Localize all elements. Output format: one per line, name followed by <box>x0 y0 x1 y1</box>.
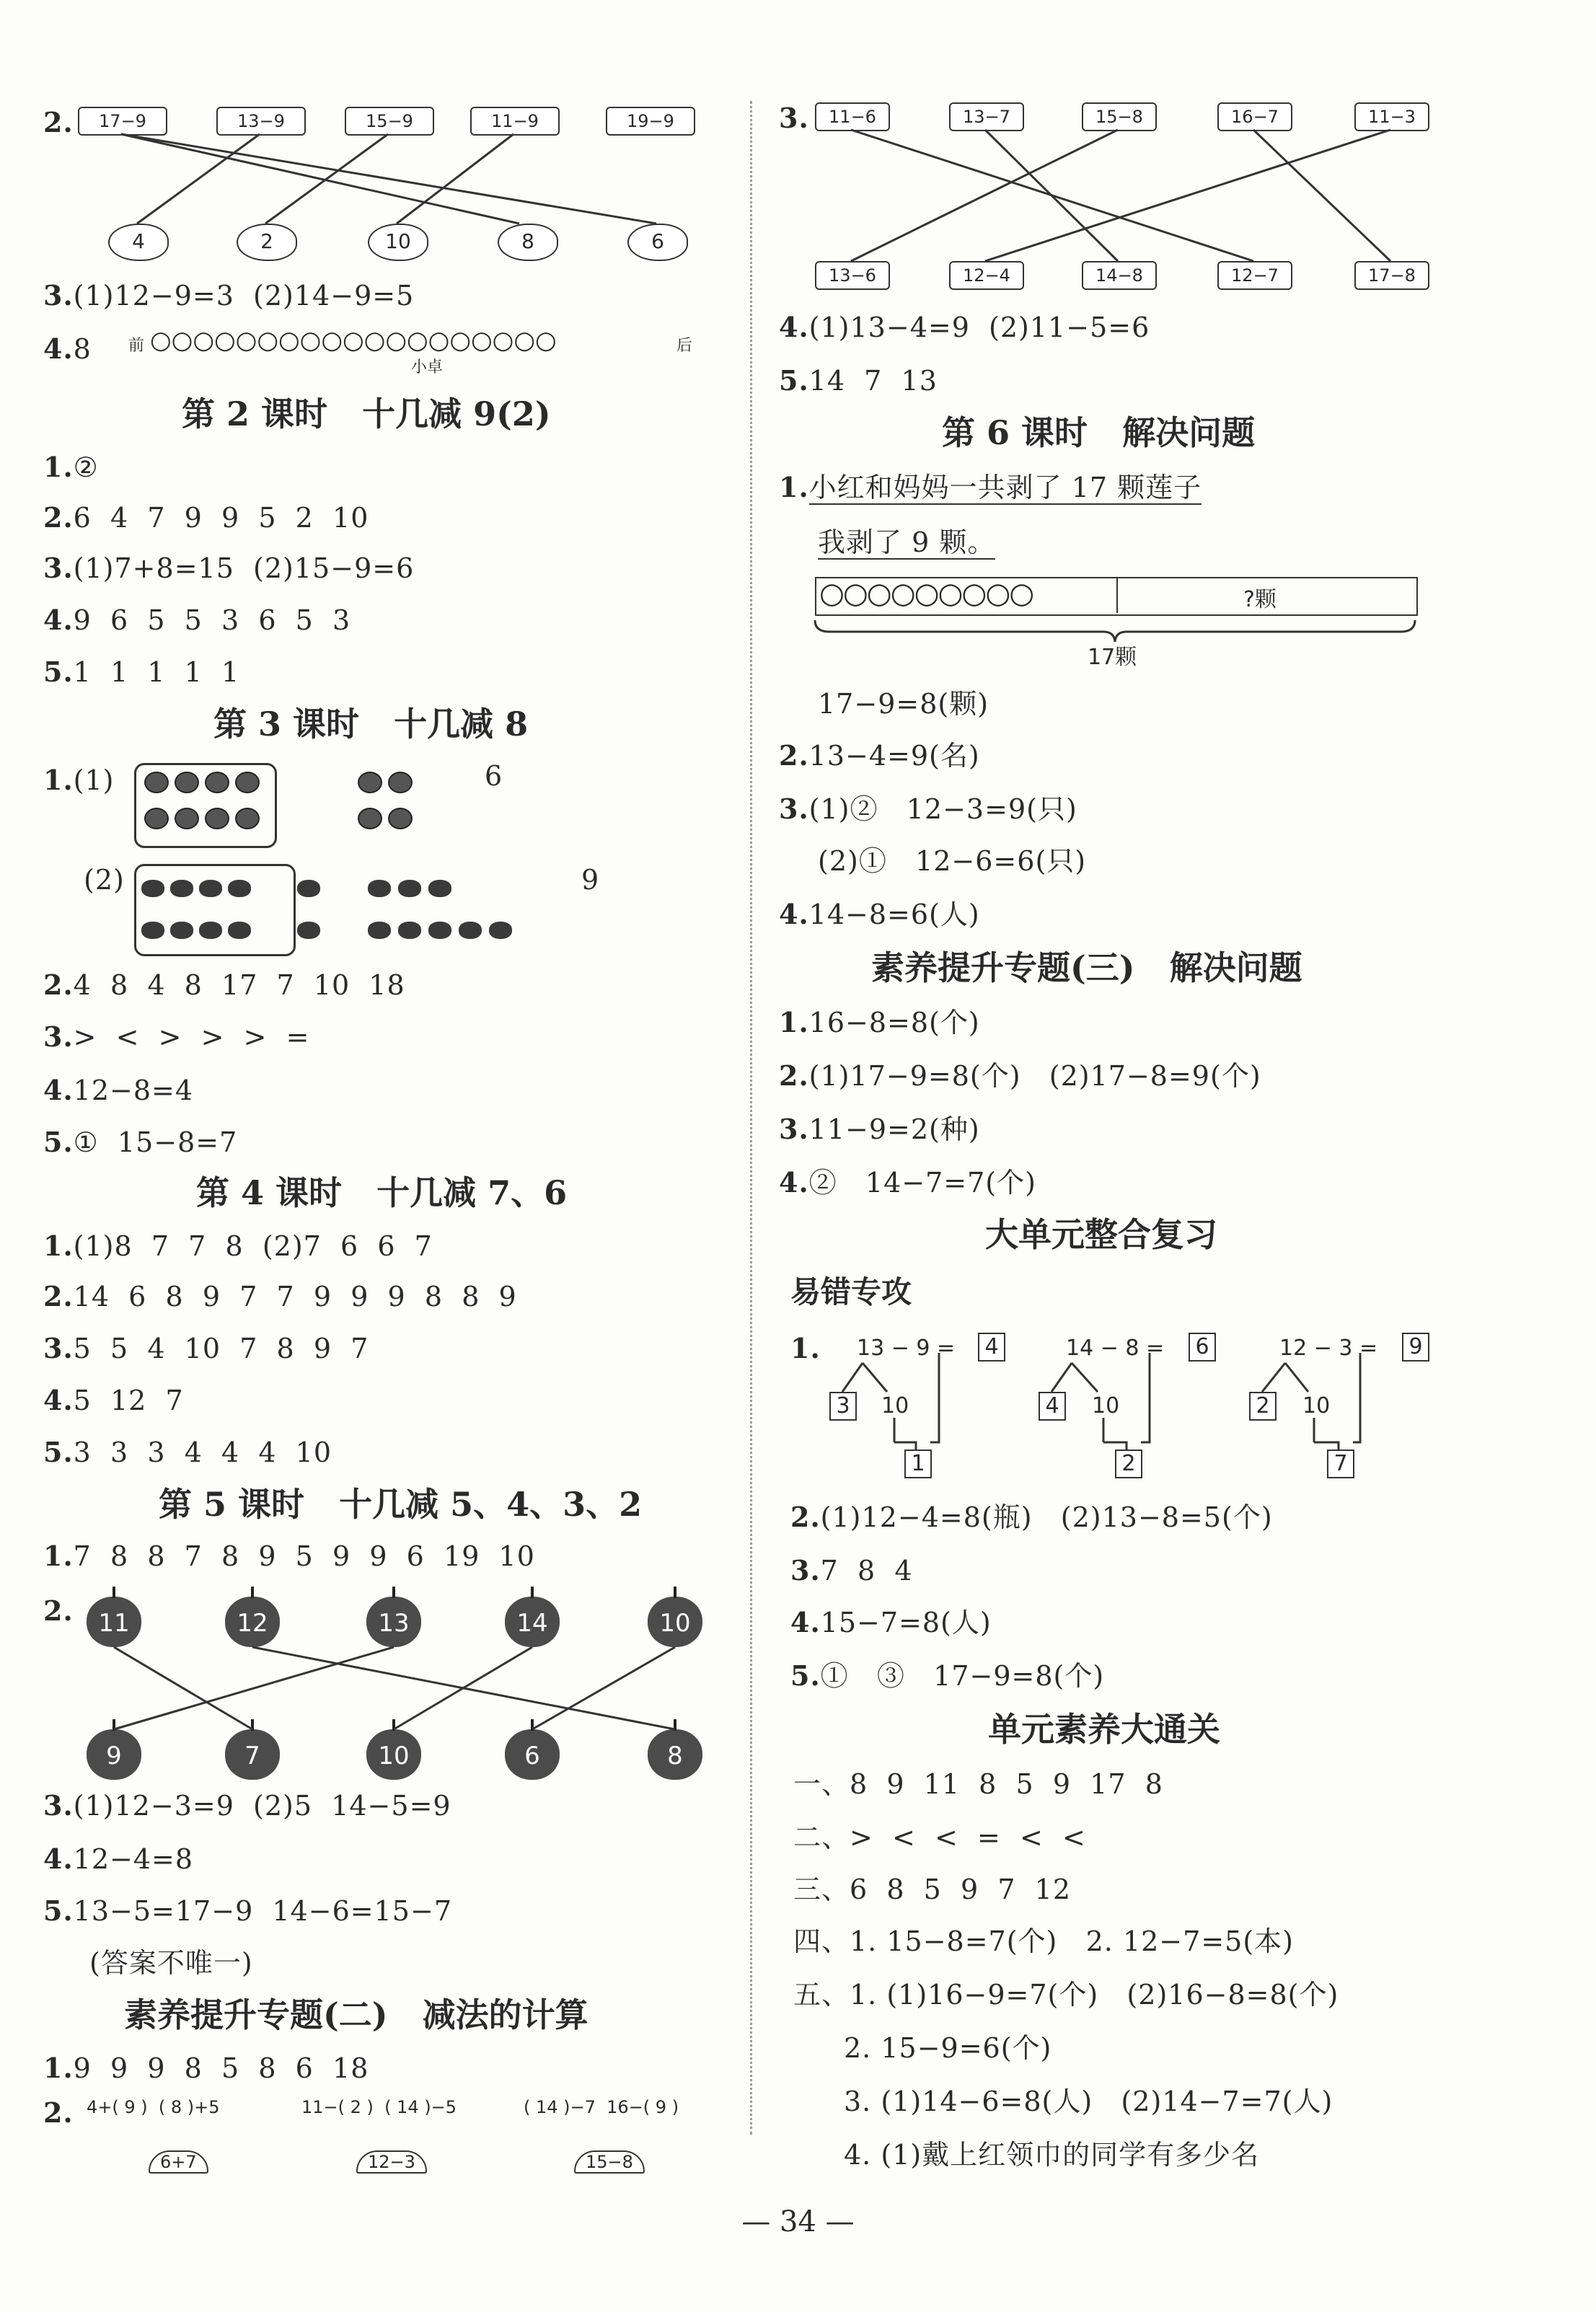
back-label: 后 <box>676 337 693 355</box>
q1-label: 1. <box>790 1332 821 1364</box>
answer-line: 3.(1)② 12−3=9(只) <box>779 793 1077 825</box>
section-heading: 素养提升专题(三) 解决问题 <box>871 948 1302 987</box>
match-box: 12−4 <box>949 261 1024 290</box>
match-box: 13−6 <box>815 261 890 290</box>
q2-label: 2. <box>43 2096 74 2129</box>
answer-line: 2.13−4=9(名) <box>779 739 980 772</box>
answer-line: 1.9 9 9 8 5 8 6 18 <box>43 2052 369 2084</box>
answer-line: 17−9=8(颗) <box>818 688 989 720</box>
answer-line: 五、1. (1)16−9=7(个) (2)16−8=8(个) <box>793 1979 1339 2011</box>
section-heading: 第 4 课时 十几减 7、6 <box>196 1173 568 1212</box>
match-box: 14−8 <box>1082 261 1157 290</box>
match-box: 13−7 <box>949 102 1024 131</box>
answer-line: 一、8 9 11 8 5 9 17 8 <box>793 1768 1163 1800</box>
answer-line: 1.16−8=8(个) <box>779 1006 980 1038</box>
answer-line: 3.(1)12−9=3 (2)14−9=5 <box>43 279 415 312</box>
split-box: 3 <box>829 1392 857 1421</box>
answer-line: 四、1. 15−8=7(个) 2. 12−7=5(本) <box>793 1925 1294 1957</box>
answer-line: 5.① ③ 17−9=8(个) <box>790 1659 1105 1692</box>
answer-line: 1.(1) <box>43 764 115 796</box>
answer-box: 4 <box>978 1333 1005 1362</box>
match-box: 11−6 <box>815 102 890 131</box>
answer-box: 9 <box>1402 1333 1429 1362</box>
answer-line: 三、6 8 5 9 7 12 <box>793 1874 1072 1905</box>
sub-label: (2) <box>84 864 125 896</box>
answer-line: 4. (1)戴上红领巾的同学有多少名 <box>844 2139 1260 2171</box>
answer-line: 2.14 6 8 9 7 7 9 9 9 8 8 9 <box>43 1280 517 1312</box>
answer-line: 2.(1)17−9=8(个) (2)17−8=9(个) <box>779 1059 1261 1092</box>
answer-line: 4.5 12 7 <box>43 1384 184 1416</box>
section-heading: 第 5 课时 十几减 5、4、3、2 <box>159 1485 643 1524</box>
fish-answer: 10 <box>368 224 428 261</box>
apple-bottom: 8 <box>648 1729 702 1780</box>
section-heading: 第 3 课时 十几减 8 <box>213 705 529 744</box>
match-box: 17−9 <box>78 107 167 136</box>
match-box: 12−7 <box>1217 261 1292 290</box>
page-number: — 34 — <box>741 2205 855 2238</box>
balance-base: 6+7 <box>149 2150 208 2174</box>
apple-bottom: 10 <box>366 1729 421 1780</box>
answer-line: 1.(1)8 7 7 8 (2)7 6 6 7 <box>43 1230 433 1262</box>
balance-expr: 11−( 2 ) ( 14 )−5 <box>301 2097 457 2117</box>
person-label: 小卓 <box>411 358 444 376</box>
match-box: 11−9 <box>470 107 560 136</box>
answer-line: 4.8 <box>43 332 92 365</box>
section-heading: 大单元整合复习 <box>985 1215 1217 1254</box>
split-value: 10 <box>1302 1393 1331 1418</box>
answer-line: 2.(1)12−4=8(瓶) (2)13−8=5(个) <box>790 1501 1273 1533</box>
answer-line: 3.(1)12−3=9 (2)5 14−5=9 <box>43 1789 451 1822</box>
balance-base: 15−8 <box>574 2150 645 2174</box>
answer-line: 4.(1)13−4=9 (2)11−5=6 <box>779 311 1150 343</box>
apple-top: 11 <box>87 1597 141 1647</box>
apple-bottom: 6 <box>505 1729 560 1780</box>
answer-line: 5.3 3 3 4 4 4 10 <box>43 1436 332 1468</box>
answer-line: 1.② <box>43 451 99 483</box>
total-label: 17颗 <box>1088 645 1137 670</box>
split-expr: 12 − 3 = <box>1279 1336 1378 1361</box>
answer-line: 4.9 6 5 5 3 6 5 3 <box>43 604 351 636</box>
front-label: 前 <box>128 337 145 355</box>
answer-line: 4.15−7=8(人) <box>790 1606 992 1638</box>
answer-line: (2)① 12−6=6(只) <box>818 845 1087 877</box>
fish-answer: 4 <box>108 224 169 261</box>
answer-line: 1.7 8 8 7 8 9 5 9 9 6 19 10 <box>43 1540 535 1572</box>
answer-line: 4.12−8=4 <box>43 1074 194 1106</box>
subsection-heading: 易错专攻 <box>790 1274 912 1310</box>
answer-line: 4.② 14−7=7(个) <box>779 1166 1036 1199</box>
q2-label: 2. <box>43 106 74 138</box>
note-line: (答案不唯一) <box>89 1947 253 1979</box>
section-heading: 第 2 课时 十几减 9(2) <box>182 394 551 433</box>
fish-answer: 2 <box>237 224 297 261</box>
match-box: 16−7 <box>1217 102 1292 131</box>
answer-line: 2.6 4 7 9 9 5 2 10 <box>43 501 369 534</box>
apple-top: 10 <box>648 1597 702 1647</box>
split-expr: 14 − 8 = <box>1066 1336 1165 1361</box>
match-box: 15−9 <box>345 107 434 136</box>
result-box: 1 <box>904 1450 932 1478</box>
answer-line: 4.12−4=8 <box>43 1843 194 1875</box>
split-box: 2 <box>1249 1392 1277 1421</box>
split-box: 4 <box>1039 1392 1066 1421</box>
answer-line: 3.11−9=2(种) <box>779 1113 980 1145</box>
q2-label: 2. <box>43 1594 74 1627</box>
balance-base: 12−3 <box>356 2150 427 2174</box>
answer-line: 二、> < < = < < <box>793 1822 1086 1853</box>
apple-top: 12 <box>225 1597 280 1647</box>
question-label: ?颗 <box>1243 587 1277 612</box>
match-box: 17−8 <box>1354 261 1429 290</box>
answer-line: 3.5 5 4 10 7 8 9 7 <box>43 1332 369 1364</box>
answer-line: 5.14 7 13 <box>779 364 938 397</box>
split-expr: 13 − 9 = <box>857 1336 956 1361</box>
section-heading: 单元素养大通关 <box>988 1710 1220 1749</box>
answer-line: 3.> < > > > = <box>43 1020 310 1053</box>
answer-line: 3.(1)7+8=15 (2)15−9=6 <box>43 552 415 584</box>
queue-circles: ○○○○○○○○○○○○○○○○○○○ <box>150 326 557 355</box>
balance-expr: ( 14 )−7 16−( 9 ) <box>524 2097 679 2117</box>
apple-top: 13 <box>366 1597 421 1647</box>
section-heading: 第 6 课时 解决问题 <box>942 413 1256 452</box>
apple-bottom: 7 <box>225 1729 280 1780</box>
answer-value: 9 <box>581 864 600 896</box>
match-box: 19−9 <box>606 107 695 136</box>
result-box: 7 <box>1327 1450 1354 1478</box>
match-box: 13−9 <box>216 107 306 136</box>
fish-answer: 6 <box>627 224 688 261</box>
apple-bottom: 9 <box>87 1729 141 1780</box>
balance-expr: 4+( 9 ) ( 8 )+5 <box>87 2097 220 2117</box>
answer-box: 6 <box>1189 1333 1216 1362</box>
answer-value: 6 <box>485 760 503 792</box>
answer-line: 4.14−8=6(人) <box>779 898 980 930</box>
apple-top: 14 <box>505 1597 560 1647</box>
answer-line: 5.① 15−8=7 <box>43 1126 238 1158</box>
section-heading: 素养提升专题(二) 减法的计算 <box>124 1995 588 2034</box>
fish-answer: 8 <box>498 224 558 261</box>
split-value: 10 <box>1092 1393 1120 1418</box>
answer-line: 2.4 8 4 8 17 7 10 18 <box>43 969 405 1001</box>
split-value: 10 <box>881 1393 909 1418</box>
answer-line: 5.1 1 1 1 1 <box>43 656 240 688</box>
lotus-circles: ○○○○○○○○○ <box>819 577 1033 610</box>
answer-line: 5.13−5=17−9 14−6=15−7 <box>43 1894 452 1927</box>
match-box: 11−3 <box>1354 102 1429 131</box>
answer-line: 3.7 8 4 <box>790 1554 913 1587</box>
match-box: 15−8 <box>1082 102 1157 131</box>
answer-line: 我剥了 9 颗。 <box>818 526 996 558</box>
answer-line: 1.小红和妈妈一共剥了 17 颗莲子 <box>779 471 1202 503</box>
result-box: 2 <box>1115 1450 1142 1478</box>
answer-line: 3. (1)14−6=8(人) (2)14−7=7(人) <box>844 2086 1333 2117</box>
answer-line: 2. 15−9=6(个) <box>844 2032 1052 2064</box>
q3-label: 3. <box>779 102 809 134</box>
